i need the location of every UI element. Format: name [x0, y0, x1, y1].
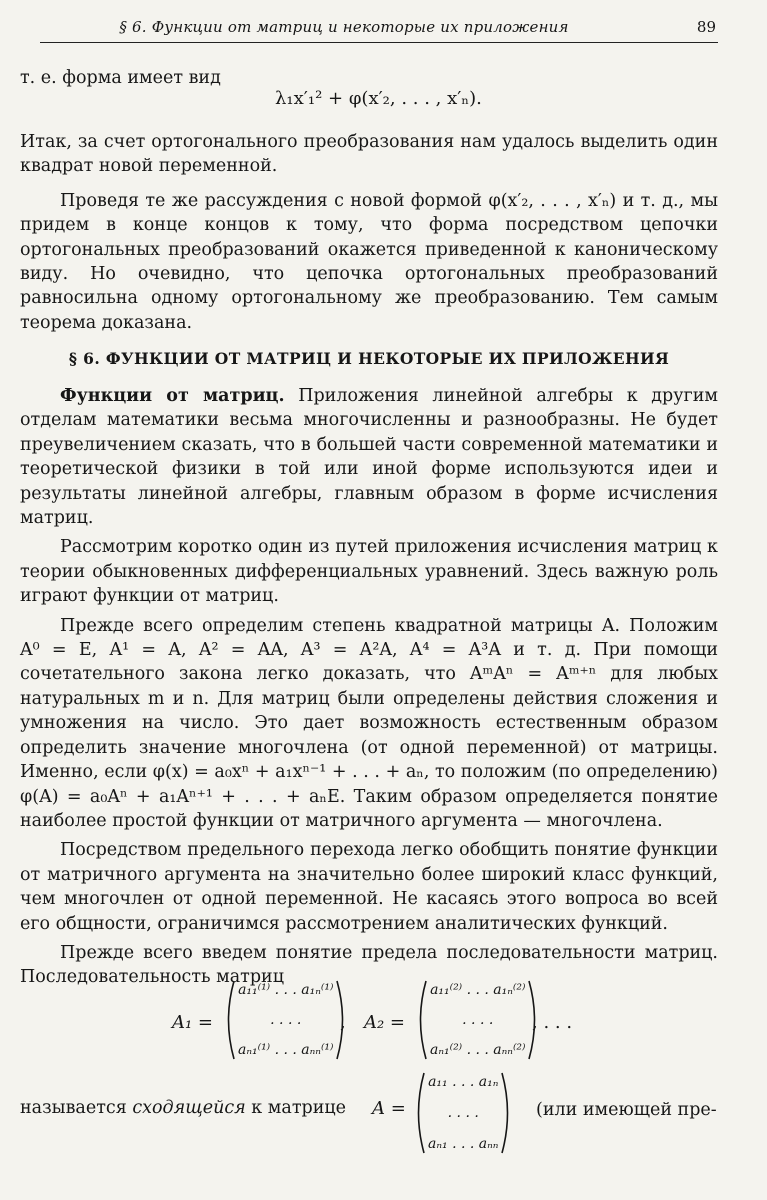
left-paren-icon — [222, 980, 236, 1060]
intro-text: т. е. форма имеет вид — [20, 68, 221, 88]
matrix-row-middle: . . . . — [270, 1012, 302, 1028]
left-paren-icon — [412, 1072, 426, 1154]
running-title: § 6. Функции от матриц и некоторые их приложения — [119, 18, 569, 36]
italic-term: сходящейся — [132, 1098, 246, 1118]
matrix-a1-comma: , — [340, 1012, 346, 1033]
left-paren-icon — [414, 980, 428, 1060]
convergence-definition-line — [20, 1098, 346, 1118]
matrix-row-last: aₙ₁⁽²⁾ . . . aₙₙ⁽²⁾ — [430, 1042, 526, 1058]
paragraph-matrix-powers: Прежде всего определим степень квадратной матрицы A. Положим A⁰ = E, A¹ = A, A² = AA, A³ = A²A, A⁴ = A³A и т. д. При помощи сочетательного закона легко доказать, что AᵐAⁿ = Aᵐ⁺ⁿ для любых натуральных m и n. Для матриц были определены действия сложения и умножения на число. Это дает возможность естественным образом определить значение многочлена (от одной переменной) от матрицы. Именно, если φ(x) = a₀xⁿ + a₁xⁿ⁻¹ + . . . + aₙ, то положим (по определению) φ(A) = a₀Aⁿ + a₁Aⁿ⁺¹ + . . . + aₙE. Таким образом определяется понятие наиболее простой функции от матричного аргумента — многочлена. — [20, 615, 718, 831]
matrix-a2-label: A₂ = — [364, 1012, 406, 1033]
matrix-a2 — [414, 980, 541, 1060]
paragraph-differential-equations: Рассмотрим коротко один из путей приложения исчисления матриц к теории обыкновенных дифференциальных уравнений. Здесь важную роль играют функции от матриц. — [20, 537, 718, 607]
matrix-row-first: a₁₁ . . . a₁ₙ — [428, 1074, 499, 1090]
matrix-row-first: a₁₁⁽²⁾ . . . a₁ₙ⁽²⁾ — [430, 982, 526, 998]
page-number: 89 — [696, 18, 716, 36]
matrix-a2-entries — [428, 980, 527, 1060]
text-suffix: (или имеющей пре- — [536, 1100, 717, 1120]
text-middle: к матрице — [245, 1098, 347, 1118]
matrix-a1-label: A₁ = — [172, 1012, 214, 1033]
matrix-a1-entries — [236, 980, 335, 1060]
paragraph-theorem-proof: Проведя те же рассуждения с новой формой φ(x′₂, . . . , x′ₙ) и т. д., мы придем в конце концов к тому, что форма посредством цепочки ортогональных преобразований окажется приведенной к каноническому виду. Но очевидно, что цепочка ортогональных преобразований равносильна одному ортогональному же преобразованию. Тем самым теорема доказана. — [20, 190, 718, 333]
intro-line — [20, 66, 718, 90]
quadratic-form-formula: λ₁x′₁² + φ(x′₂, . . . , x′ₙ). — [275, 88, 482, 109]
matrix-a-label: A = — [372, 1098, 406, 1119]
paragraph-limit-passage: Посредством предельного перехода легко обобщить понятие функции от матричного аргумента на значительно более широкий класс функций, чем многочлен от одной переменной. Не касаясь этого вопроса во всей его общности, ограничимся рассмотрением аналитических функций. — [20, 840, 718, 934]
matrix-a — [412, 1072, 514, 1154]
paragraph-conclusion: Итак, за счет ортогонального преобразования нам удалось выделить один квадрат новой переменной. — [20, 132, 718, 177]
running-header — [40, 16, 718, 43]
matrix-row-last: aₙ₁⁽¹⁾ . . . aₙₙ⁽¹⁾ — [238, 1042, 334, 1058]
body-block-1 — [20, 130, 718, 335]
matrix-a-entries — [426, 1072, 500, 1154]
text-prefix: называется — [20, 1098, 133, 1118]
paragraph-sequence-of-matrices: Прежде всего введем понятие предела последовательности матриц. Последовательность матриц — [20, 942, 718, 988]
paragraph-text: Приложения линейной алгебры к другим отделам математики весьма многочисленны и разнообразны. Не будет преувеличением сказать, что в большей части современной математики и теоретической физики в той или иной форме используются идеи и результаты линейной алгебры, главным образом в форме исчисления матриц. — [20, 386, 718, 529]
matrix-a2-ellipsis: , . . . — [532, 1012, 573, 1033]
right-paren-icon — [500, 1072, 514, 1154]
matrix-row-middle: . . . . — [462, 1012, 494, 1028]
matrix-row-first: a₁₁⁽¹⁾ . . . a₁ₙ⁽¹⁾ — [238, 982, 334, 998]
matrix-row-middle: . . . . — [447, 1105, 479, 1121]
run-in-heading: Функции от матриц. — [60, 386, 285, 406]
section-heading: § 6. ФУНКЦИИ ОТ МАТРИЦ И НЕКОТОРЫЕ ИХ ПРИЛОЖЕНИЯ — [68, 349, 670, 368]
matrix-a1 — [222, 980, 349, 1060]
matrix-row-last: aₙ₁ . . . aₙₙ — [428, 1136, 499, 1152]
body-block-2 — [20, 384, 718, 990]
paragraph-functions-of-matrices — [20, 384, 718, 530]
